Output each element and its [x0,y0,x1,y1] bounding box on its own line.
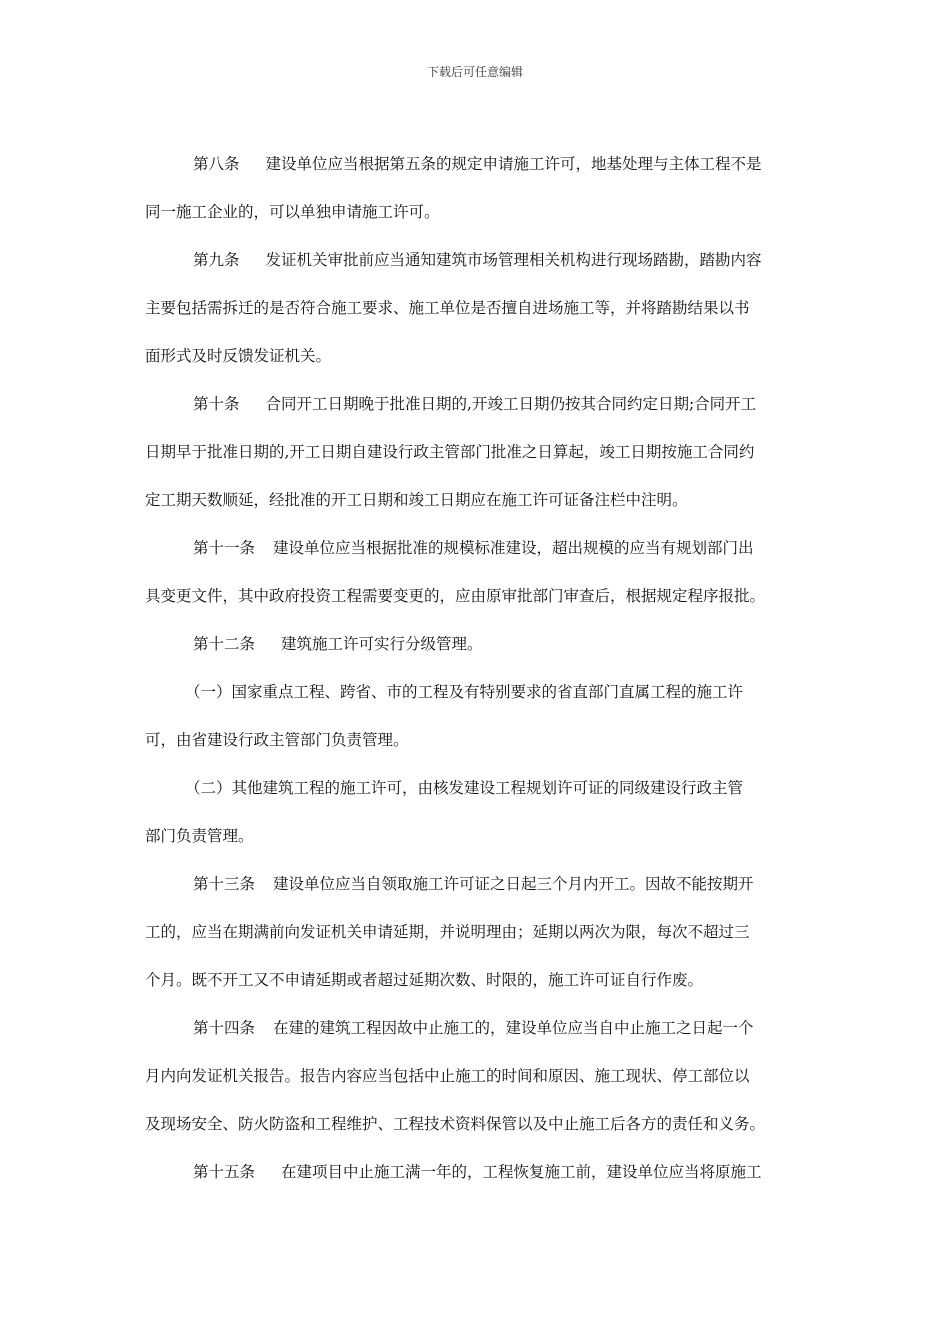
article-13-text: 建设单位应当自领取施工许可证之日起三个月内开工。因故不能按期开 [273,875,754,893]
item-2-heading: （二） [185,779,232,797]
article-13-heading: 第十三条 [193,875,256,893]
item-2-line-1 [145,770,807,818]
article-13-line-2: 工的，应当在期满前向发证机关申请延期，并说明理由；延期以两次为限，每次不超过三 [145,923,750,941]
article-15-text: 在建项目中止施工满一年的，工程恢复施工前，建设单位应当将原施工 [281,1163,762,1181]
article-12-text: 建筑施工许可实行分级管理。 [281,635,483,653]
article-10-line-3: 定工期天数顺延，经批准的开工日期和竣工日期应在施工许可证备注栏中注明。 [145,491,688,509]
article-10-line-1 [145,386,807,434]
article-10-text: 合同开工日期晚于批准日期的,开竣工日期仍按其合同约定日期;合同开工 [265,395,757,413]
item-2-text: 其他建筑工程的施工许可，由核发建设工程规划许可证的同级建设行政主管 [231,779,744,797]
item-1-line-1 [145,674,807,722]
article-11-line-1 [145,530,807,578]
item-1-text: 国家重点工程、跨省、市的工程及有特别要求的省直部门直属工程的施工许 [231,683,744,701]
article-14-line-1 [145,1010,807,1058]
article-10-line-2: 日期早于批准日期的,开工日期自建设行政主管部门批准之日算起，竣工日期按施工合同约 [145,443,755,461]
article-9-line-2: 主要包括需拆迁的是否符合施工要求、施工单位是否擅自进场施工等，并将踏勘结果以书 [145,299,750,317]
article-11-line-2: 具变更文件，其中政府投资工程需要变更的，应由原审批部门审查后，根据规定程序报批。 [145,587,766,605]
article-8-heading: 第八条 [193,155,240,173]
article-12-line-1 [145,626,807,674]
article-9-heading: 第九条 [193,251,240,269]
article-11-text: 建设单位应当根据批准的规模标准建设，超出规模的应当有规划部门出 [273,539,754,557]
article-14-line-2: 月内向发证机关报告。报告内容应当包括中止施工的时间和原因、施工现状、停工部位以 [145,1067,750,1085]
article-14-text: 在建的建筑工程因故中止施工的，建设单位应当自中止施工之日起一个 [273,1019,754,1037]
article-11-heading: 第十一条 [193,539,256,557]
item-1-heading: （一） [185,683,232,701]
item-1-line-2: 可，由省建设行政主管部门负责管理。 [145,731,409,749]
article-8-text: 建设单位应当根据第五条的规定申请施工许可，地基处理与主体工程不是 [265,155,762,173]
article-8-line-2: 同一施工企业的，可以单独申请施工许可。 [145,203,440,221]
page-header: 下载后可任意编辑 [426,65,523,79]
item-2-line-2: 部门负责管理。 [145,827,254,845]
article-13-line-3: 个月。既不开工又不申请延期或者超过延期次数、时限的，施工许可证自行作废。 [145,971,704,989]
article-8-line-1 [145,146,807,194]
article-15-heading: 第十五条 [193,1163,256,1181]
article-14-line-3: 及现场安全、防火防盗和工程维护、工程技术资料保管以及中止施工后各方的责任和义务。 [145,1115,766,1133]
article-9-line-1 [145,242,807,290]
article-15-line-1 [145,1154,807,1202]
article-13-line-1 [145,866,807,914]
article-9-text: 发证机关审批前应当通知建筑市场管理相关机构进行现场踏勘，踏勘内容 [265,251,762,269]
article-10-heading: 第十条 [193,395,240,413]
article-14-heading: 第十四条 [193,1019,256,1037]
article-9-line-3: 面形式及时反馈发证机关。 [145,347,332,365]
document-body [145,146,807,1202]
article-12-heading: 第十二条 [193,635,256,653]
